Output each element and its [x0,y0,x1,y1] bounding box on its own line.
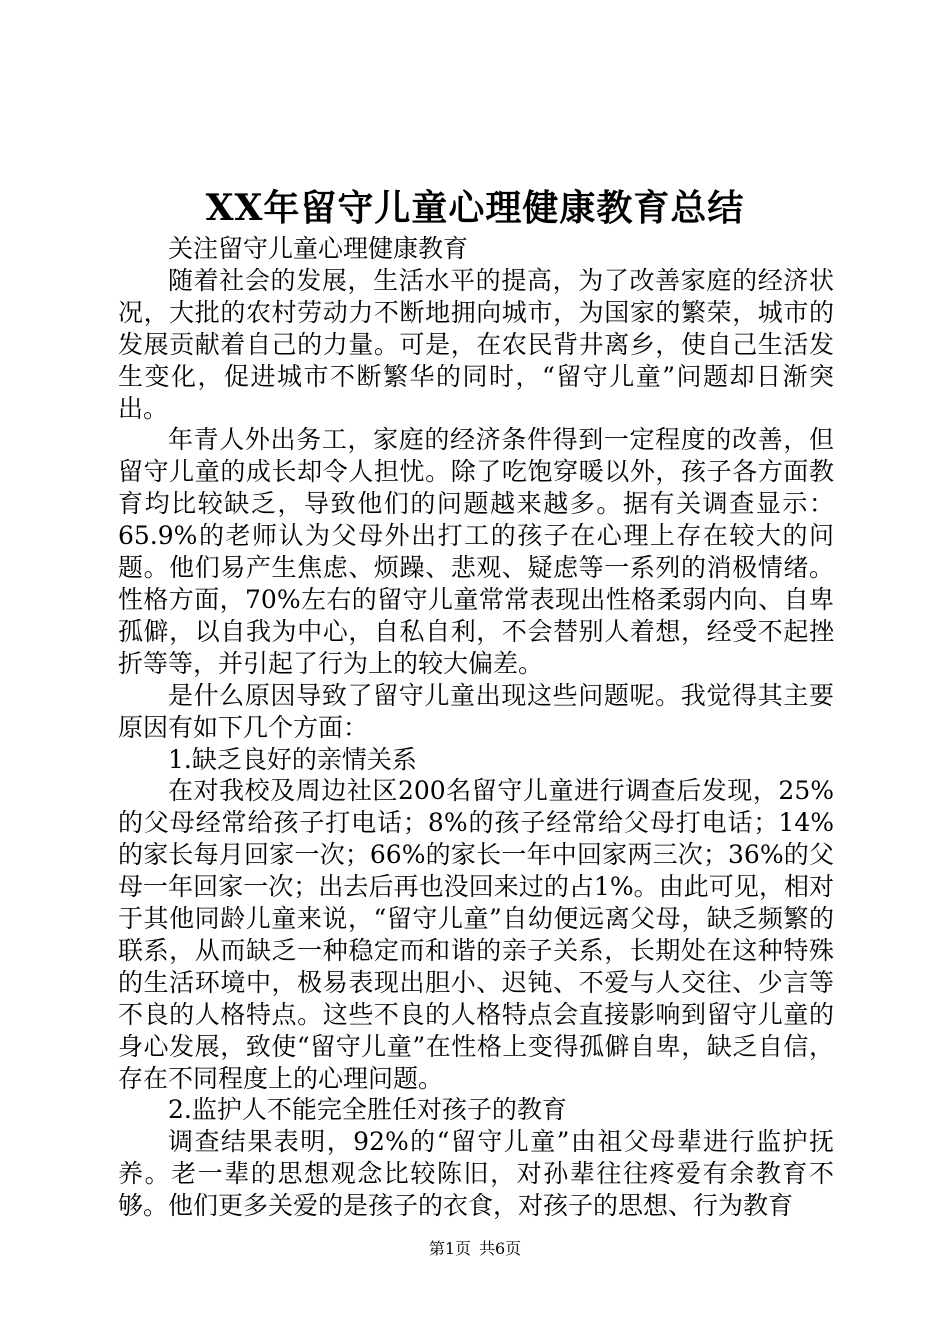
paragraph: 在对我校及周边社区200名留守儿童进行调查后发现，25%的父母经常给孩子打电话；8%的孩子经常给父母打电话；14%的家长每月回家一次；66%的家长一年中回家两三次；36%的父母一年回家一次；出去后再也没回来过的占1%。由此可见，相对于其他同龄儿童来说，“留守儿童”自幼便远离父母，缺乏频繁的联系，从而缺乏一种稳定而和谐的亲子关系，长期处在这种特殊的生活环境中，极易表现出胆小、迟钝、不爱与人交往、少言等不良的人格特点。这些不良的人格特点会直接影响到留守儿童的身心发展，致使“留守儿童”在性格上变得孤僻自卑，缺乏自信，存在不同程度上的心理问题。 [118,776,834,1093]
subheading: 1.缺乏良好的亲情关系 [168,744,417,774]
paragraph: 年青人外出务工，家庭的经济条件得到一定程度的改善，但留守儿童的成长却令人担忧。除了吃饱穿暖以外，孩子各方面教育均比较缺乏，导致他们的问题越来越多。据有关调查显示：65.9%的老师认为父母外出打工的孩子在心理上存在较大的问题。他们易产生焦虑、烦躁、悲观、疑虑等一系列的消极情绪。性格方面，70%左右的留守儿童常常表现出性格柔弱内向、自卑孤僻，以自我为中心，自私自利，不会替别人着想，经受不起挫折等等，并引起了行为上的较大偏差。 [118,425,834,678]
paragraph: 是什么原因导致了留守儿童出现这些问题呢。我觉得其主要原因有如下几个方面： [118,680,834,742]
paragraph: 随着社会的发展，生活水平的提高，为了改善家庭的经济状况，大批的农村劳动力不断地拥向城市，为国家的繁荣，城市的发展贡献着自己的力量。可是，在农民背井离乡，使自己生活发生变化，促进城市不断繁华的同时，“留守儿童”问题却日渐突出。 [118,265,834,423]
section-heading: 关注留守儿童心理健康教育 [168,234,469,263]
page-number: 第1页 [428,1239,471,1258]
subheading: 2.监护人不能完全胜任对孩子的教育 [168,1095,567,1125]
paragraph: 调查结果表明，92%的“留守儿童”由祖父母辈进行监护抚养。老一辈的思想观念比较陈旧，对孙辈往往疼爱有余教育不够。他们更多关爱的是孩子的衣食，对孩子的思想、行为教育 [118,1127,834,1221]
document-title: XX年留守儿童心理健康教育总结 [205,187,745,229]
page-total: 共6页 [479,1239,522,1258]
page-footer [0,1238,950,1260]
document-body [118,233,834,1222]
